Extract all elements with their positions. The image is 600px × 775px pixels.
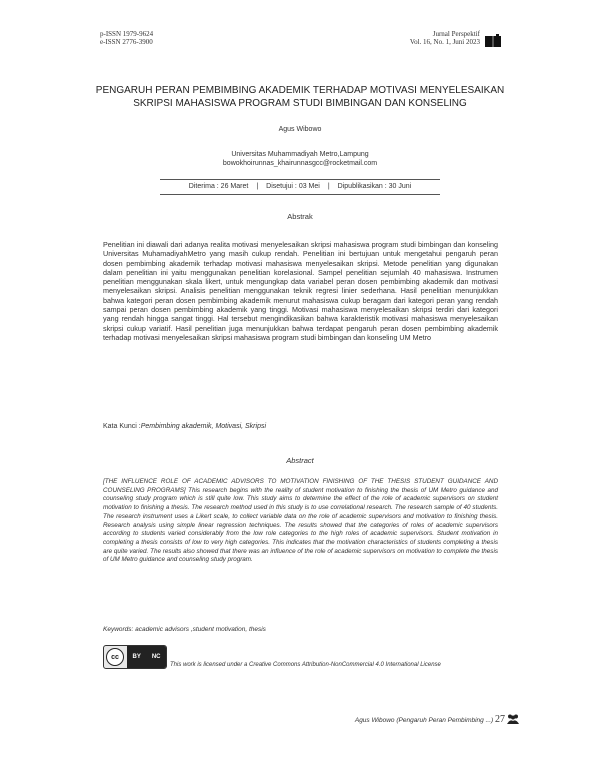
- abstract-en-heading: Abstract: [286, 456, 314, 465]
- e-issn: e-ISSN 2776-3900: [100, 38, 153, 46]
- page-number: 27: [495, 714, 505, 725]
- dates-rule-bottom: [160, 194, 440, 195]
- keywords-en: Keywords: academic advisors ,student motivation, thesis: [103, 626, 266, 633]
- received-date: Diterima : 26 Maret: [188, 182, 249, 190]
- published-date: Dipublikasikan : 30 Juni: [337, 182, 412, 190]
- p-issn: p-ISSN 1979-9624: [100, 30, 154, 38]
- page-footer: [355, 714, 505, 725]
- publication-dates: [0, 180, 600, 192]
- date-separator: |: [327, 182, 330, 190]
- abstract-id-heading: Abstrak: [287, 212, 313, 221]
- by-icon: BY: [132, 654, 141, 660]
- journal-volume: Vol. 16, No. 1, Juni 2023: [409, 38, 480, 46]
- cc-license-badge[interactable]: [103, 645, 167, 669]
- title-line-1: PENGARUH PERAN PEMBIMBING AKADEMIK TERHADAP MOTIVASI MENYELESAIKAN: [95, 85, 505, 96]
- running-head: Agus Wibowo (Pengaruh Peran Pembimbing ...): [354, 717, 494, 724]
- date-separator: |: [256, 182, 259, 190]
- abstract-en-text: [THE INFLUENCE ROLE OF ACADEMIC ADVISORS TO MOTIVATION FINISHING OF THE THESIS STUDENT GUIDANCE AND COUNSELING PROGRAMS] This research begins with the reality of student motivation to finishing the thesis of UM Metro guidance and counseling study program which is still quite low. This study aims to determine the effect of the role of academic supervisors on student motivation to finishing a thesis. The research method used in this study is to use correlational research. The research sample of 40 students. The research instrument uses a Likert scale, to collect variable data on the role of academic supervisors and motivation to finishing thesis. Research analysis using simple linear regression techniques. The results showed that the categories of roles of academic supervisors according to students varied considerably from the low role categories to the high roles of academic supervisors. Student motivation in completing a thesis consists of low to very high categories. This indicates that the motivation characteristics of students completing a thesis are quite varied. The results also showed that there was an influence of the role of academic supervisors on motivation to complete the thesis of UM Metro guidance and counseling study program.: [103, 478, 498, 564]
- license-text: This work is licensed under a Creative Commons Attribution-NonCommercial 4.0 International License: [170, 662, 441, 668]
- affiliation-block: [0, 150, 600, 168]
- title-line-2: SKRIPSI MAHASISWA PROGRAM STUDI BIMBINGAN DAN KONSELING: [133, 98, 467, 109]
- keywords-id-list: Pembimbing akademik, Motivasi, Skripsi: [140, 423, 267, 430]
- people-icon: [507, 714, 519, 724]
- keywords-id-label: Kata Kunci :: [103, 423, 141, 430]
- paper-title: [90, 84, 510, 110]
- journal-name: Jurnal Perspektif: [432, 30, 480, 38]
- journal-info: [410, 30, 480, 46]
- keywords-id: [103, 423, 498, 430]
- affiliation: Universitas Muhammadiyah Metro,Lampung: [231, 151, 369, 158]
- cc-icon: cc: [106, 648, 124, 666]
- book-icon: [484, 34, 502, 48]
- issn-block: [100, 30, 153, 46]
- nc-icon: NC: [151, 654, 161, 660]
- author-name: Agus Wibowo: [278, 126, 322, 133]
- abstract-id-text: Penelitian ini diawali dari adanya realita motivasi menyelesaikan skripsi mahasiswa program studi bimbingan dan konseling Universitas MuhamadiyahMetro yang masih cukup rendah. Penelitian ini bertujuan untuk mengetahui pengaruh peran dosen pembimbing akademik terhadap motivasi mahasiswa menyelesaikan skripsi. Metode penelitian yang digunakan dalam penelitian ini yaitu menggunakan penelitian korelasional. Sampel penelitian sejumlah 40 mahasiswa. Instrumen penelitian menggunakan skala likert, untuk mengungkap data variabel peran dosen pembimbing akademik dan motivasi menyelesaikan skripsi. Analisis penelitian menggunakan teknik regresi linier sederhana. Hasil penelitian menunjukkan bahwa kategori peran dosen pembimbing akademik menurut mahasiswa cukup beragam dari kategori peran yang rendah sampai peran dosen pembimbing akademik yang tinggi. Motivasi mahasiswa menyelesaikan skripsi terdiri dari kategori yang rendah hingga sangat tinggi. Hal tersebut mengindikasikan bahwa karakteristik motivasi mahasiswa menyelesaikan skripsi cukup variatif. Hasil penelitian juga menunjukkan bahwa terdapat pengaruh peran dosen pembimbing akademik terhadap motivasi menyelesaikan skripsi mahasiswa program studi bimbingan dan konseling UM Metro: [103, 240, 498, 342]
- author-email: bowokhoirunnas_khairunnasgcc@rocketmail.com: [222, 160, 378, 167]
- cc-strip: [127, 646, 166, 668]
- revised-date: Disetujui : 03 Mei: [266, 182, 320, 190]
